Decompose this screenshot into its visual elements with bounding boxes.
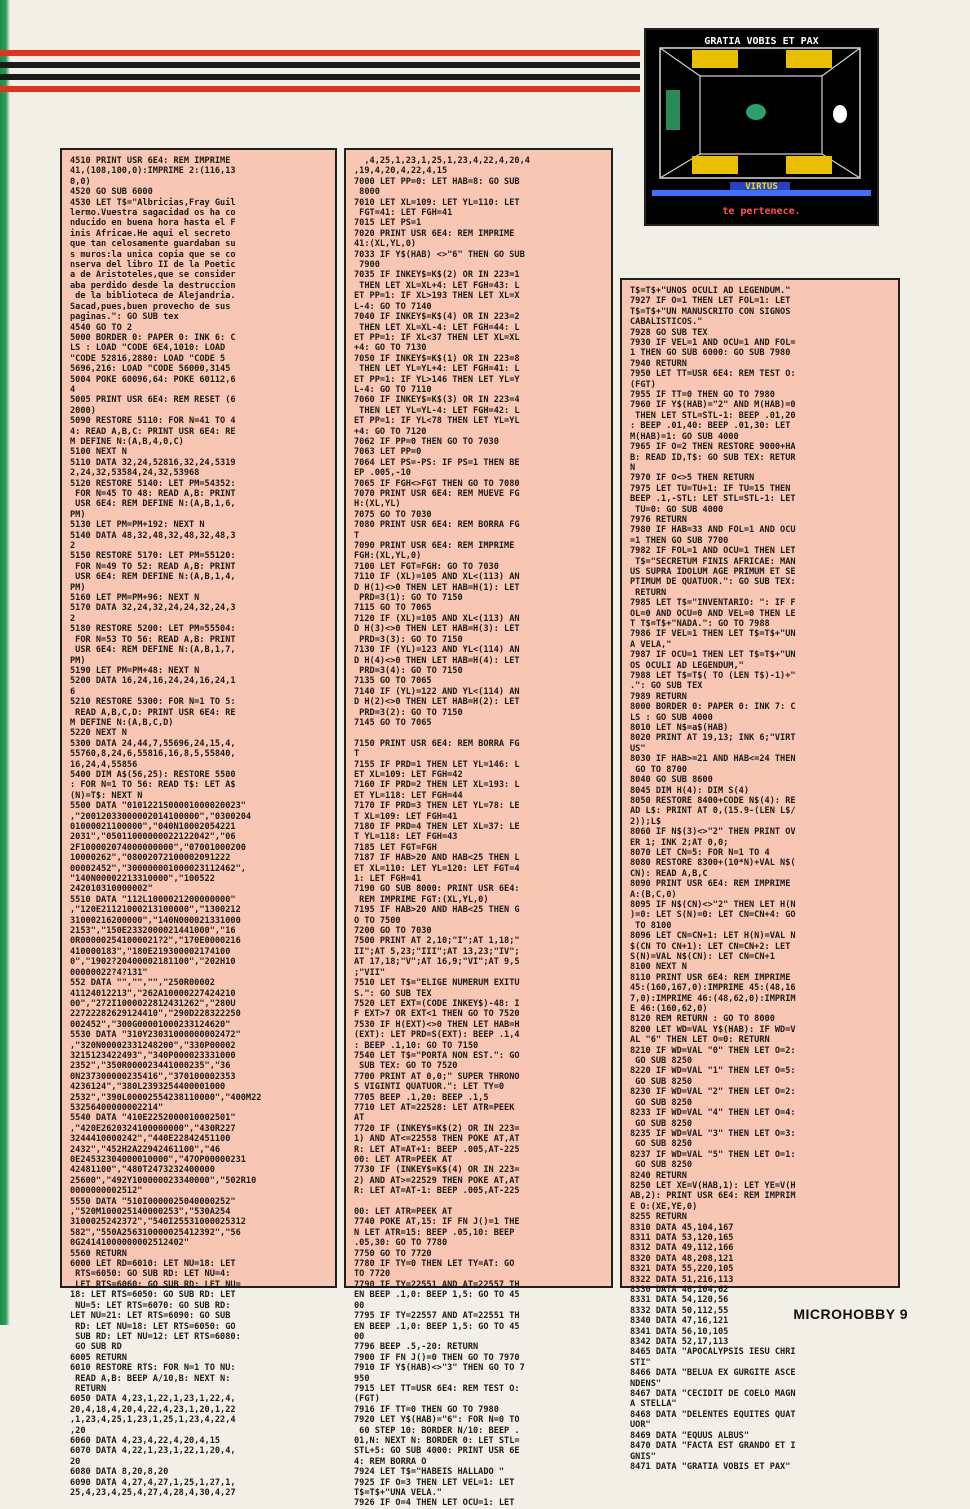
screen-title: GRATIA VOBIS ET PAX: [704, 36, 819, 47]
page-edge-decoration: [0, 0, 10, 1325]
header-stripe-black-1: [0, 62, 640, 68]
header-stripe-red-bottom: [0, 86, 640, 92]
screen-caption: te pertenece.: [722, 206, 801, 217]
game-room-graphic: [646, 30, 877, 224]
game-screenshot: [644, 28, 879, 226]
page-footer: MICROHOBBY 9: [793, 1306, 908, 1322]
header-stripe-red-top: [0, 50, 640, 56]
header-stripe-black-2: [0, 74, 640, 80]
listing-text-2: ,4,25,1,23,1,25,1,23,4,22,4,20,4 ,19,4,20,4,22,4,15 7000 LET PP=0: LET HAB=8: GO SUB 8000 7010 LET XL=109: LET YL=110: LET FGT=41: LET FGH=41 7015 LET PS=1 7020 PRINT USR 6E4: REM IMPRIME 41:(XL,YL,0) 7033 IF Y$(HAB) <>"6" THEN GO SUB 7900 7035 IF INKEY$=K$(2) OR IN 223=1 THEN LET XL=XL+4: LET FGH=43: L ET PP=1: IF XL>193 THEN LET XL=X L-4: GO TO 7140 7040 IF INKEY$=K$(4) OR IN 223=2 THEN LET XL=XL-4: LET FGH=44: L ET PP=1: IF XL<37 THEN LET XL=XL +4: GO TO 7130 7050 IF INKEY$=K$(1) OR IN 223=8 THEN LET YL=YL+4: LET FGH=41: L ET PP=1: IF YL>146 THEN LET YL=Y L-4: GO TO 7110 7060 IF INKEY$=K$(3) OR IN 223=4 THEN LET YL=YL-4: LET FGH=42: L ET PP=1: IF YL<78 THEN LET YL=YL +4: GO TO 7120 7062 IF PP=0 THEN GO TO 7030 7063 LET PP=0 7064 LET PS=-PS: IF PS=1 THEN BE EP .005,-10 7065 IF FGH<>FGT THEN GO TO 7080 7070 PRINT USR 6E4: REM MUEVE FG H:(XL,YL) 7075 GO TO 7030 7080 PRINT USR 6E4: REM BORRA FG T 7090 PRINT USR 6E4: REM IMPRIME FGH:(XL,YL,0) 7100 LET FGT=FGH: GO TO 7030 7110 IF (XL)=105 AND XL<(113) AN D H(1)<>0 THEN LET HAB=H(1): LET PRD=3(1): GO TO 7150 7115 GO TO 7065 7120 IF (XL)=105 AND XL<(113) AN D H(3)<>0 THEN LET HAB=H(3): LET PRD=3(3): GO TO 7150 7130 IF (YL)=123 AND YL<(114) AN D H(4)<>0 THEN LET HAB=H(4): LET PRD=3(4): GO TO 7150 7135 GO TO 7065 7140 IF (YL)=122 AND YL<(114) AN D H(2)<>0 THEN LET HAB=H(2): LET PRD=3(2): GO TO 7150 7145 GO TO 7065 7150 PRINT USR 6E4: REM BORRA FG T 7155 IF PRD=1 THEN LET YL=146: L ET XL=109: LET FGH=42 7160 IF PRD=2 THEN LET XL=193: L ET YL=118: LET FGH=44 7170 IF PRD=3 THEN LET YL=78: LE T XL=109: LET FGH=41 7180 IF PRD=4 THEN LET XL=37: LE T YL=118: LET FGH=43 7185 LET FGT=FGH 7187 IF HAB>20 AND HAB<25 THEN L ET XL=110: LET YL=120: LET FGT=4 1: LET FGH=41 7190 GO SUB 8000: PRINT USR 6E4: REM IMPRIME FGT:(XL,YL,0) 7195 IF HAB>20 AND HAB<25 THEN G O TO 7500 7200 GO TO 7030 7500 PRINT AT 2,10;"I";AT 1,18;" II";AT 5,23;"III";AT 13,23;"IV"; AT 17,18;"V";AT 16,9;"VI";AT 9,5 ;"VII" 7510 LET T$="ELIGE NUMERUM EXITU S.": GO SUB TEX 7520 LET EXT=(CODE INKEY$)-48: I F EXT>7 OR EXT<1 THEN GO TO 7520 7530 IF H(EXT)<>0 THEN LET HAB=H (EXT): LET PRD=S(EXT): BEEP .1,4 : BEEP .1,10: GO TO 7150 7540 LET T$="PORTA NON EST.": GO SUB TEX: GO TO 7520 7700 PRINT AT 0,0;" SUPER THRONO S VIGINTI QUATUOR.": LET TY=0 7705 BEEP .1,20: BEEP .1,5 7710 LET AT=22528: LET ATR=PEEK AT 7720 IF (INKEY$=K$(2) OR IN 223= 1) AND AT<=22558 THEN POKE AT,AT R: LET AT=AT+1: BEEP .005,AT-225 00: LET ATR=PEEK AT 7730 IF (INKEY$=K$(4) OR IN 223= 2) AND AT>=22529 THEN POKE AT,AT R: LET AT=AT-1: BEEP .005,AT-225 00: LET ATR=PEEK AT 7740 POKE AT,15: IF FN J()=1 THE N LET ATR=15: BEEP .05,10: BEEP .05,30: GO TO 7780 7750 GO TO 7720 7780 IF TY=0 THEN LET TY=AT: GO TO 7720 7790 IF TY=22551 AND AT=22557 TH EN BEEP .1,0: BEEP 1,5: GO TO 45 00 7795 IF TY=22557 AND AT=22551 TH EN BEEP .1,0: BEEP 1,5: GO TO 45 00 7796 BEEP .5,-20: RETURN 7900 IF FN J()=0 THEN GO TO 7970 7910 IF Y$(HAB)<>"3" THEN GO TO 7 950 7915 LET TT=USR 6E4: REM TEST O: (FGT) 7916 IF TT=0 THEN GO TO 7980 7920 LET Y$(HAB)="6": FOR N=0 TO 60 STEP 10: BORDER N/10: BEEP . 01,N: NEXT N: BORDER 0: LET STL= STL+5: GO SUB 4000: PRINT USR 6E 4: REM BORRA O 7924 LET T$="HABEIS HALLADO " 7925 IF O=3 THEN LET VEL=1: LET T$=T$+"UNA VELA." 7926 IF O=4 THEN LET OCU=1: LET: [354, 156, 530, 1509]
listing-column-1: [60, 148, 337, 1498]
listing-column-2: [344, 148, 613, 1509]
listing-text-1: 4510 PRINT USR 6E4: REM IMPRIME 41,(108,100,0):IMPRIME 2:(116,13 0,0) 4520 GO SUB 6000 4530 LET T$="Albricias,Fray Guil lermo.Vuestra sagacidad os ha co nducido en buena hora hasta el F inis Africae.He aqui el secreto que tan celosamente guardaban su s muros:la unica copia que se co nserva del libro II de la Poetic a de Aristoteles,que se consider aba perdido desde la destruccion de la biblioteca de Alejandria. Sacad,pues,buen provecho de sus paginas.": GO SUB tex 4540 GO TO 2 5000 BORDER 0: PAPER 0: INK 6: C LS : LOAD "CODE 6E4,1010: LOAD "CODE 52816,2880: LOAD "CODE 5 5696,216: LOAD "CODE 56000,3145 5004 POKE 60096,64: POKE 60112,6 4 5005 PRINT USR 6E4: REM RESET (6 2000) 5090 RESTORE 5110: FOR N=41 TO 4 4: READ A,B,C: PRINT USR 6E4: RE M DEFINE N:(A,B,4,0,C) 5100 NEXT N 5110 DATA 32,24,52816,32,24,5319 2,24,32,53584,24,32,53968 5120 RESTORE 5140: LET PM=54352: FOR N=45 TO 48: READ A,B: PRINT USR 6E4: REM DEFINE N:(A,B,1,6, PM) 5130 LET PM=PM+192: NEXT N 5140 DATA 48,32,48,32,48,32,48,3 2 5150 RESTORE 5170: LET PM=55120: FOR N=49 TO 52: READ A,B: PRINT USR 6E4: REM DEFINE N:(A,B,1,4, PM) 5160 LET PM=PM+96: NEXT N 5170 DATA 32,24,32,24,24,32,24,3 2 5180 RESTORE 5200: LET PM=55504: FOR N=53 TO 56: READ A,B: PRINT USR 6E4: REM DEFINE N:(A,B,1,7, PM) 5190 LET PM=PM+48: NEXT N 5200 DATA 16,24,16,24,24,16,24,1 6 5210 RESTORE 5300: FOR N=1 TO 5: READ A,B,C,D: PRINT USR 6E4: RE M DEFINE N:(A,B,C,D) 5220 NEXT N 5300 DATA 24,44,7,55696,24,15,4, 55760,8,24,6,55816,16,8,5,55840, 16,24,4,55856 5400 DIM A$(56,25): RESTORE 5500 : FOR N=1 TO 56: READ T$: LET A$ (N)=T$: NEXT N 5500 DATA "0101221500001000020023" ,"20012033000002014100000","0300204 01000021100000","040N10002054221 2031","05011000000022122042","06 2F100002074000000000","07001000200 10000262","08002072100002091222 00002452","300000001000023112462", "140N00002213310000","100522 242010310000002" 5510 DATA "112L1000021200000000" ,"120E21121000213100000","1300212 31000216200000","140N000021331000 2153","150E2332000021441000","16 0R000002541000021?2","170E0000216 410000183","180E219300002174100 0","1902?20400002181100","202H10 00000022?4?131" 552 DATA "","","","250R00002 41124012213","262A10000227424210 00","272I1000022812431262","280U 22722282629124410","290D228322250 002452","300G00001000233124620" 5530 DATA "310Y23031000000002472" ,"320N00002331248200","330P00002 3215123422493","340P000023331000 2352","350R000023441000235","36 0N237300000235416","370100002353 4236124","380L2393254400001000 2532","390L00002554238110000","400M22 53256400000002214" 5540 DATA "410E2252000010002501" ,"420E2620324100000000","430R227 3244410000242","440E22842451100 2432","452H2A22942461100","46 0E24532304000010000","47OP00000231 42481100","480T2473232400000 25600","492Y100000023340000","502R10 0000000002512" 5550 DATA "510I0000025040000252" ,"520M100025140000253","530A254 3100025242372","540I25531000025312 582","550A256310000025412392","56 0G24141000000002512402" 5560 RETURN 6000 LET RD=6010: LET NU=18: LET RTS=6050: GO SUB RD: LET NU=4: LET RTS=6060: GO SUB RD: LET NU= 18: LET RTS=6050: GO SUB RD: LET NU=5: LET RTS=6070: GO SUB RD: LET NU=21: LET RTS=6090: GO SUB RD: LET NU=18: LET RTS=6050: GO SUB RD: LET NU=12: LET RTS=6080: GO SUB RD 6005 RETURN 6010 RESTORE RTS: FOR N=1 TO NU: READ A,B: BEEP A/10,B: NEXT N: RETURN 6050 DATA 4,23,1,22,1,23,1,22,4, 20,4,18,4,20,4,22,4,23,1,20,1,22 ,1,23,4,25,1,23,1,25,1,23,4,22,4 ,20 6060 DATA 4,23,4,22,4,20,4,15 6070 DATA 4,22,1,23,1,22,1,20,4, 20 6080 DATA 8,20,8,20 6090 DATA 4,27,4,27,1,25,1,27,1, 25,4,23,4,25,4,27,4,28,4,30,4,27: [70, 156, 262, 1498]
screen-label: VIRTUS: [745, 182, 778, 192]
listing-text-3: T$=T$+"UNOS OCULI AD LEGENDUM." 7927 IF O=1 THEN LET FOL=1: LET T$=T$+"UN MANUSCRITO CON SIGNOS CABALISTICOS." 7928 GO SUB TEX 7930 IF VEL=1 AND OCU=1 AND FOL= 1 THEN GO SUB 6000: GO SUB 7980 7940 RETURN 7950 LET TT=USR 6E4: REM TEST O: (FGT) 7955 IF TT=0 THEN GO TO 7980 7960 IF Y$(HAB)="2" AND M(HAB)=0 THEN LET STL=STL-1: BEEP .01,20 : BEEP .01,40: BEEP .01,30: LET M(HAB)=1: GO SUB 4000 7965 IF O=2 THEN RESTORE 9000+HA B: READ ID,T$: GO SUB TEX: RETUR N 7970 IF O<>5 THEN RETURN 7975 LET TU=TU+1: IF TU=15 THEN BEEP .1,-STL: LET STL=STL-1: LET TU=0: GO SUB 4000 7976 RETURN 7980 IF HAB=33 AND FOL=1 AND OCU =1 THEN GO SUB 7700 7982 IF FOL=1 AND OCU=1 THEN LET T$="SECRETUM FINIS AFRICAE: MAN US SUPRA IDOLUM AGE PRIMUM ET SE PTIMUM DE QUATUOR.": GO SUB TEX: RETURN 7985 LET T$="INVENTARIO: ": IF F OL=0 AND OCU=0 AND VEL=0 THEN LE T T$=T$+"NADA.": GO TO 7988 7986 IF VEL=1 THEN LET T$=T$+"UN A VELA," 7987 IF OCU=1 THEN LET T$=T$+"UN OS OCULI AD LEGENDUM," 7988 LET T$=T$( TO (LEN T$)-1)+" .": GO SUB TEX 7989 RETURN 8000 BORDER 0: PAPER 0: INK 7: C LS : GO SUB 4000 8010 LET N$=a$(HAB) 8020 PRINT AT 19,13; INK 6;"VIRT US" 8030 IF HAB>=21 AND HAB<=24 THEN GO TO 8700 8040 GO SUB 8600 8045 DIM H(4): DIM S(4) 8050 RESTORE 8400+CODE N$(4): RE AD L$: PRINT AT 0,(15.9-(LEN L$/ 2));L$ 8060 IF N$(3)<>"2" THEN PRINT OV ER 1; INK 2;AT 0,0; 8070 LET CN=5: FOR N=1 TO 4 8080 RESTORE 8300+(10*N)+VAL N$( CN): READ A,B,C 8090 PRINT USR 6E4: REM IMPRIME A:(B,C,0) 8095 IF N$(CN)<>"2" THEN LET H(N )=0: LET S(N)=0: LET CN=CN+4: GO TO 8100 8096 LET CN=CN+1: LET H(N)=VAL N $(CN TO CN+1): LET CN=CN+2: LET S(N)=VAL N$(CN): LET CN=CN+1 8100 NEXT N 8110 PRINT USR 6E4: REM IMPRIME 45:(160,167,0):IMPRIME 45:(48,16 7,0):IMPRIME 46:(48,62,0):IMPRIM E 46:(160,62,0) 8120 REM RETURN : GO TO 8000 8200 LET WD=VAL Y$(HAB): IF WD=V AL "6" THEN LET O=0: RETURN 8210 IF WD=VAL "0" THEN LET O=2: GO SUB 8250 8220 IF WD=VAL "1" THEN LET O=5: GO SUB 8250 8230 IF WD=VAL "2" THEN LET O=2: GO SUB 8250 8233 IF WD=VAL "4" THEN LET O=4: GO SUB 8250 8235 IF WD=VAL "3" THEN LET O=3: GO SUB 8250 8237 IF WD=VAL "5" THEN LET O=1: GO SUB 8250 8240 RETURN 8250 LET XE=V(HAB,1): LET YE=V(H AB,2): PRINT USR 6E4: REM IMPRIM E O:(XE,YE,0) 8255 RETURN 8310 DATA 45,104,167 8311 DATA 53,120,165 8312 DATA 49,112,166 8320 DATA 48,208,121 8321 DATA 55,220,105 8322 DATA 51,216,113 8330 DATA 46,104,62 8331 DATA 54,120,56 8332 DATA 50,112,55 8340 DATA 47,16,121 8341 DATA 56,10,105 8342 DATA 52,17,113 8465 DATA "APOCALYPSIS IESU CHRI STI" 8466 DATA "BELUA EX GURGITE ASCE NDENS" 8467 DATA "CECIDIT DE COELO MAGN A STELLA" 8468 DATA "DELENTES EQUITES QUAT UOR" 8469 DATA "EQUUS ALBUS" 8470 DATA "FACTA EST GRANDO ET I GNIS" 8471 DATA "GRATIA VOBIS ET PAX": [630, 286, 796, 1472]
